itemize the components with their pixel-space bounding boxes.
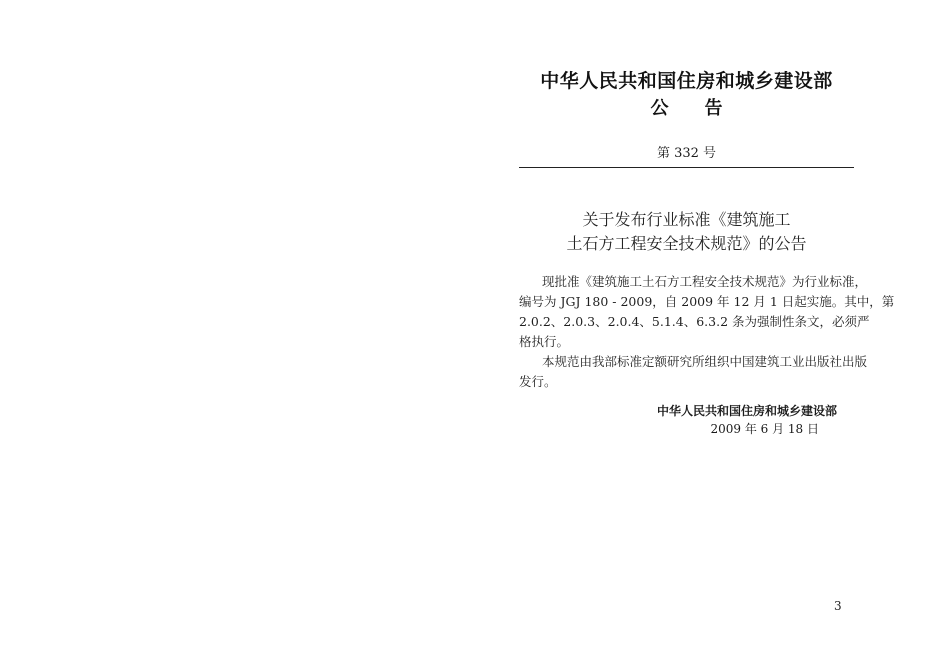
issue-date: 2009 年 6 月 18 日 — [710, 422, 819, 436]
issue-number: 第 332 号 — [656, 146, 717, 161]
page-number: 3 — [834, 599, 842, 613]
notice-char-1: 公 — [650, 98, 669, 119]
body-line-2: 编号为 JGJ 180 - 2009，自 2009 年 12 月 1 日起实施。其中，第 — [519, 294, 895, 309]
divider-rule — [519, 167, 854, 168]
ministry-title: 中华人民共和国住房和城乡建设部 — [540, 70, 833, 92]
body-line-3: 2.0.2、2.0.3、2.0.4、5.1.4、6.3.2 条为强制性条文，必须严 — [519, 314, 870, 329]
body-line-5: 本规范由我部标准定额研究所组织中国建筑工业出版社出版 — [542, 354, 868, 369]
notice-title — [519, 94, 854, 120]
notice-char-2: 告 — [704, 98, 723, 119]
announcement-heading-line-2: 土石方工程安全技术规范》的公告 — [566, 234, 807, 253]
issuer-signature: 中华人民共和国住房和城乡建设部 — [656, 404, 837, 418]
announcement-heading-line-1: 关于发布行业标准《建筑施工 — [582, 210, 791, 229]
body-line-1: 现批准《建筑施工土石方工程安全技术规范》为行业标准， — [542, 274, 868, 289]
body-line-6: 发行。 — [519, 374, 557, 389]
body-line-4: 格执行。 — [519, 334, 570, 349]
